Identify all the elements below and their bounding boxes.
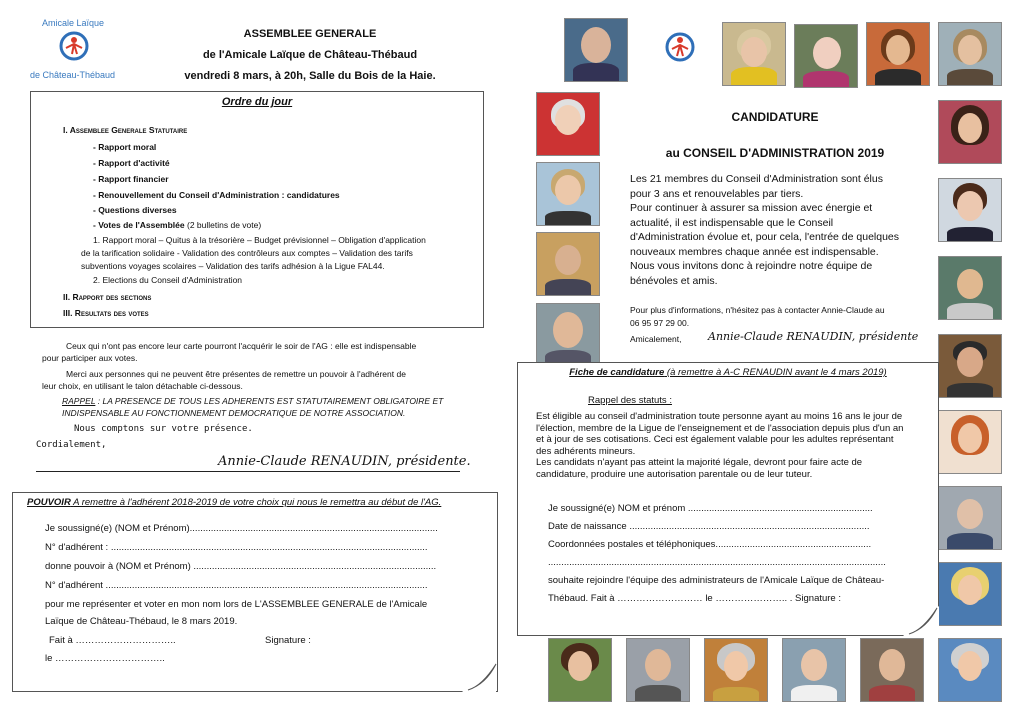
member-photo xyxy=(938,22,1002,86)
member-photo xyxy=(938,334,1002,398)
agenda-item: - Rapport d'activité xyxy=(93,158,170,168)
statuts-line: Est éligible au conseil d'administration toute personne ayant au moins 16 ans le jour de xyxy=(536,411,903,422)
vote2-line: 2. Elections du Conseil d'Administration xyxy=(93,275,243,285)
logo-top-text: Amicale Laïque xyxy=(42,18,105,28)
member-photo xyxy=(548,638,612,702)
member-photo xyxy=(564,18,628,82)
pouvoir-field-name[interactable]: Je soussigné(e) (NOM et Prénom).............................................................................................. xyxy=(45,523,438,534)
fiche-field-address[interactable]: Coordonnées postales et téléphoniques........................................................... xyxy=(548,539,872,550)
pouvoir-subtitle: A remettre à l'adhérent 2018-2019 de votre choix qui nous le remettra au début de l'AG. xyxy=(73,497,442,508)
fiche-statement-line1: souhaite rejoindre l'équipe des administrateurs de l'Amicale Laïque de Château- xyxy=(548,575,885,586)
candidature-p1-line1: Les 21 membres du Conseil d'Administration sont élus xyxy=(630,173,883,185)
agenda-item: - Rapport financier xyxy=(93,174,169,184)
pouvoir-field-date[interactable]: le …………………………….. xyxy=(45,653,165,664)
fiche-field-address-cont[interactable]: ................................................................................................................................ xyxy=(548,557,886,568)
fiche-statement-line2[interactable]: Thébaud. Fait à ……………………… le ………………….. . Signature : xyxy=(548,593,841,604)
member-photo xyxy=(860,638,924,702)
pouvoir-title: POUVOIR xyxy=(27,497,71,508)
pouvoir-field-signature[interactable]: Signature : xyxy=(265,635,311,646)
member-photo xyxy=(782,638,846,702)
member-photo xyxy=(938,256,1002,320)
pouvoir-statement-line2: Laïque de Château-Thébaud, le 8 mars 2019. xyxy=(45,616,238,627)
member-photo xyxy=(704,638,768,702)
president-signature-left: Annie-Claude RENAUDIN, présidente. xyxy=(218,454,471,469)
statuts-line: Les candidats n'ayant pas atteint la majorité légale, devront pour faire acte de xyxy=(536,457,863,468)
pouvoir-statement-line1: pour me représenter et voter en mon nom lors de L'ASSEMBLEE GENERALE de l'Amicale xyxy=(45,599,428,610)
comptons-line: Nous comptons sur votre présence. xyxy=(74,424,253,434)
votes-note: (2 bulletins de vote) xyxy=(187,220,262,230)
rappel-label: RAPPEL xyxy=(62,396,96,406)
agenda-item: - Questions diverses xyxy=(93,205,177,215)
section-assemblee: I. Assemblee Generale Statutaire xyxy=(63,125,188,135)
fiche-field-birthdate[interactable]: Date de naissance ........................................................................................... xyxy=(548,521,870,532)
member-photo xyxy=(866,22,930,86)
candidature-title: CANDIDATURE xyxy=(731,110,819,124)
rappel-statuts: Rappel des statuts : xyxy=(588,395,672,406)
pouvoir-form xyxy=(12,492,498,692)
member-photo xyxy=(536,162,600,226)
fiche-header xyxy=(518,367,938,378)
fiche-title: Fiche de candidature xyxy=(569,367,665,378)
fiche-candidature-form xyxy=(517,362,939,636)
pouvoir-header xyxy=(27,497,441,508)
vote1-line3: subventions voyages scolaires – Validation des tarifs adhésion à la Ligue FAL44. xyxy=(81,261,385,271)
candidature-p1-line2: pour 3 ans et renouvelables par tiers. xyxy=(630,187,804,200)
candidature-p2-line2: actualité, il est indispensable que le Conseil xyxy=(630,216,834,229)
member-photo xyxy=(938,486,1002,550)
statuts-line: candidature, produire une autorisation parentale ou de leur tuteur. xyxy=(536,468,813,480)
pouvoir-field-adherent[interactable]: N° d'adhérent : ........................................................................................................................ xyxy=(45,542,428,553)
agenda-item: - Rapport moral xyxy=(93,142,157,152)
member-photo xyxy=(938,410,1002,474)
member-photo xyxy=(938,562,1002,626)
header-line2: de l'Amicale Laïque de Château-Thébaud xyxy=(202,49,418,61)
section-resultats: III. Resultats des votes xyxy=(63,308,149,318)
vote1-line1: 1. Rapport moral – Quitus à la trésorière – Budget prévisionnel – Obligation d'application xyxy=(93,235,426,245)
statuts-line: l'élection, membre de la Ligue de l'enseignement et de l'association depuis plus d'un an xyxy=(536,422,904,434)
rappel-line2: INDISPENSABLE AU FONCTIONNEMENT DEMOCRATIQUE DE NOTRE ASSOCIATION. xyxy=(62,408,406,418)
section-rapport: II. Rapport des sections xyxy=(63,292,152,302)
vote1-line2: de la tarification solidaire - Validation des contrôleurs aux comptes – Validation des tarifs xyxy=(81,248,413,258)
ordre-title: Ordre du jour xyxy=(221,96,293,108)
candidature-p2-line3: d'Administration évolue et, pour cela, l'entrée de quelques xyxy=(630,231,900,243)
pouvoir-page-curl xyxy=(462,662,498,692)
signature-rule xyxy=(36,471,460,472)
rappel-text1: : LA PRESENCE DE TOUS LES ADHERENTS EST STATUTAIREMENT OBLIGATOIRE ET xyxy=(95,396,444,406)
cards-paragraph-line1: Ceux qui n'ont pas encore leur carte pourront l'acquérir le soir de l'AG : elle est indispensable xyxy=(66,341,417,351)
candidature-subtitle: au CONSEIL D'ADMINISTRATION 2019 xyxy=(665,146,885,160)
header-line1: ASSEMBLEE GENERALE xyxy=(243,28,377,40)
pouvoir-paragraph-line1: Merci aux personnes qui ne peuvent être présentes de remettre un pouvoir à l'adhérent de xyxy=(66,369,406,379)
amicale-logo xyxy=(28,14,118,84)
pouvoir-paragraph-line2: leur choix, en utilisant le talon détachable ci-dessous. xyxy=(42,381,243,391)
votes-line xyxy=(93,220,261,230)
fiche-page-curl xyxy=(903,606,939,636)
pouvoir-field-proxy-adherent[interactable]: N° d'adhérent .......................................................................................................................... xyxy=(45,580,428,591)
rappel-line1 xyxy=(62,395,443,407)
small-amicale-logo-icon xyxy=(660,30,700,64)
header-line3: vendredi 8 mars, à 20h, Salle du Bois de la Haie. xyxy=(184,70,436,82)
candidature-body xyxy=(630,172,916,288)
agenda-item: - Renouvellement du Conseil d'Administration : candidatures xyxy=(93,190,340,200)
cards-paragraph-line2: pour participer aux votes. xyxy=(42,353,138,363)
member-photo xyxy=(536,303,600,367)
logo-figures-icon xyxy=(58,30,90,62)
member-photo xyxy=(794,24,858,88)
ordre-du-jour-box xyxy=(30,91,484,328)
candidature-p3-line1: Nous vous invitons donc à rejoindre notre équipe de xyxy=(630,260,873,272)
contact-info-line2: 06 95 97 29 00. xyxy=(630,318,690,328)
logo-bottom-text: de Château-Thébaud xyxy=(30,70,116,80)
contact-info-line1: Pour plus d'informations, n'hésitez pas à contacter Annie-Claude au xyxy=(630,305,885,315)
candidature-p3-line2: bénévoles et amis. xyxy=(630,274,718,287)
amicalement-line: Amicalement, xyxy=(630,334,682,344)
fiche-field-name[interactable]: Je soussigné(e) NOM et prénom ...................................................................... xyxy=(548,503,873,514)
statuts-line: des adhérents mineurs. xyxy=(536,445,636,457)
member-photo xyxy=(536,232,600,296)
member-photo xyxy=(938,178,1002,242)
member-photo xyxy=(722,22,786,86)
member-photo xyxy=(938,100,1002,164)
votes-label: - Votes de l'Assemblée xyxy=(93,220,185,230)
candidature-p2-line4: nouveaux membres chaque année est indispensable. xyxy=(630,245,879,258)
member-photo xyxy=(626,638,690,702)
member-photo xyxy=(938,638,1002,702)
fiche-title-note: (à remettre à A-C RENAUDIN avant le 4 mars 2019) xyxy=(664,367,887,378)
candidature-p2-line1: Pour continuer à assurer sa mission avec énergie et xyxy=(630,202,873,214)
member-photo xyxy=(536,92,600,156)
cordialement-line: Cordialement, xyxy=(36,440,107,450)
pouvoir-field-fait[interactable]: Fait à ………………………….. xyxy=(49,635,176,646)
statuts-line: et à jour de ses cotisations. Ceci est également valable pour les adultes représentant xyxy=(536,434,894,445)
president-signature-right: Annie-Claude RENAUDIN, présidente xyxy=(708,330,919,343)
pouvoir-field-proxy-name[interactable]: donne pouvoir à (NOM et Prénom) ............................................................................................ xyxy=(45,561,437,572)
statuts-text xyxy=(536,411,903,480)
